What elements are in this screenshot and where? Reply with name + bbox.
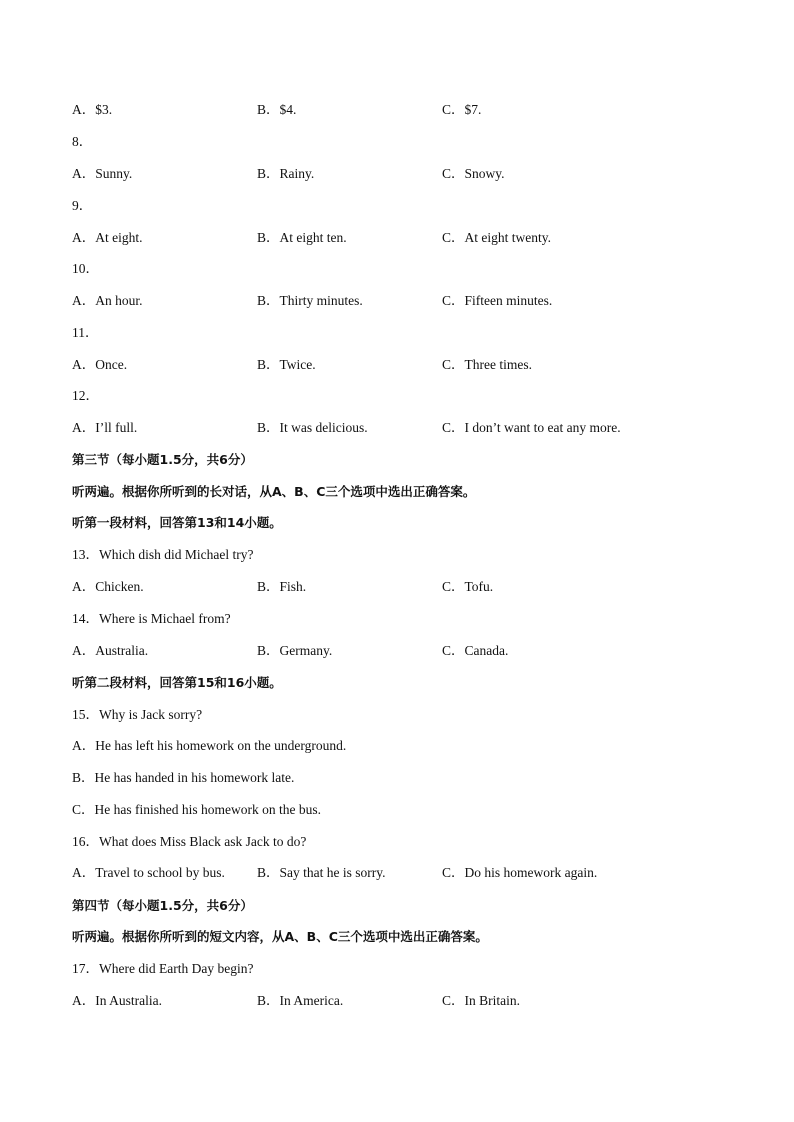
- option-a: A．He has left his homework on the underground.: [72, 738, 347, 753]
- option-c: C．At eight twenty.: [442, 230, 551, 245]
- option-b: B．Say that he is sorry.: [257, 865, 386, 880]
- option-a: A．In Australia.: [72, 993, 162, 1008]
- option-a: A．At eight.: [72, 230, 143, 245]
- question: 13．Which dish did Michael try?: [72, 547, 254, 562]
- option-a: A．Australia.: [72, 643, 149, 658]
- question: 14．Where is Michael from?: [72, 611, 231, 626]
- section-instruction: 听两遍。根据你所听到的长对话，从A、B、C三个选项中选出正确答案。: [72, 484, 476, 499]
- section-instruction: 听两遍。根据你所听到的短文内容，从A、B、C三个选项中选出正确答案。: [72, 929, 488, 944]
- question: 15．Why is Jack sorry?: [72, 707, 203, 722]
- material-instruction: 听第二段材料，回答第15和16小题。: [72, 675, 282, 690]
- option-a: A．Chicken.: [72, 579, 144, 594]
- option-c: C．He has finished his homework on the bus.: [72, 802, 321, 817]
- question: 17．Where did Earth Day begin?: [72, 961, 254, 976]
- option-b: B．Thirty minutes.: [257, 293, 363, 308]
- option-c: C．Canada.: [442, 643, 509, 658]
- option-b: B．$4.: [257, 102, 297, 117]
- option-b: B．It was delicious.: [257, 420, 368, 435]
- option-a: A．Travel to school by bus.: [72, 865, 225, 880]
- option-c: C．Snowy.: [442, 166, 505, 181]
- question: 16．What does Miss Black ask Jack to do?: [72, 834, 307, 849]
- option-c: C．Fifteen minutes.: [442, 293, 553, 308]
- option-b: B．At eight ten.: [257, 230, 347, 245]
- option-a: A．I’ll full.: [72, 420, 138, 435]
- option-a: A．An hour.: [72, 293, 143, 308]
- question-number: 11．: [72, 325, 99, 340]
- question-number: 9．: [72, 198, 93, 213]
- option-c: C．$7.: [442, 102, 482, 117]
- option-b: B．He has handed in his homework late.: [72, 770, 295, 785]
- option-b: B．Fish.: [257, 579, 307, 594]
- option-b: B．Germany.: [257, 643, 333, 658]
- option-b: B．Rainy.: [257, 166, 315, 181]
- option-a: A．$3.: [72, 102, 113, 117]
- option-a: A．Sunny.: [72, 166, 133, 181]
- material-instruction: 听第一段材料，回答第13和14小题。: [72, 515, 282, 530]
- option-b: B．Twice.: [257, 357, 316, 372]
- option-b: B．In America.: [257, 993, 344, 1008]
- section-heading: 第三节（每小题1.5分，共6分）: [72, 452, 253, 467]
- option-c: C．Three times.: [442, 357, 532, 372]
- option-c: C．Tofu.: [442, 579, 494, 594]
- question-number: 10．: [72, 261, 99, 276]
- option-a: A．Once.: [72, 357, 128, 372]
- option-c: C．I don’t want to eat any more.: [442, 420, 621, 435]
- section-heading: 第四节（每小题1.5分，共6分）: [72, 898, 253, 913]
- question-number: 8．: [72, 134, 93, 149]
- option-c: C．In Britain.: [442, 993, 520, 1008]
- option-c: C．Do his homework again.: [442, 865, 598, 880]
- question-number: 12．: [72, 388, 99, 403]
